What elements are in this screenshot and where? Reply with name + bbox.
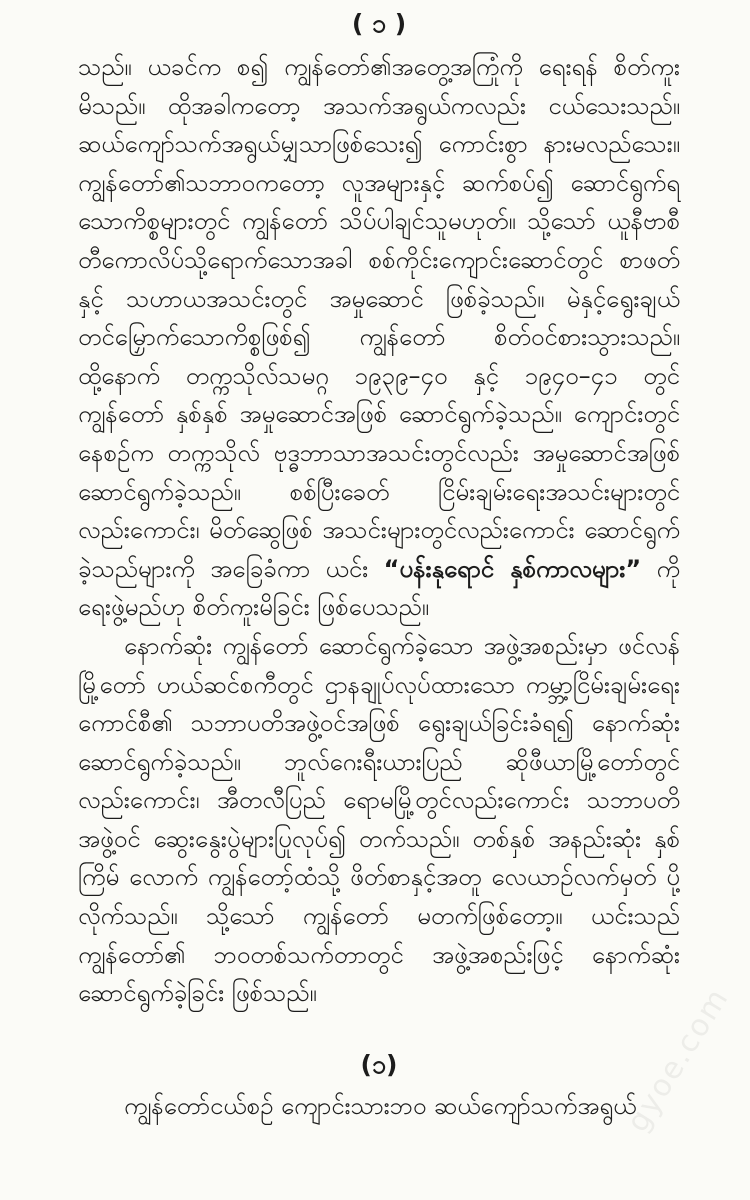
paragraph-1-text: သည်။ ယခင်က စ၍ ကျွန်တော်၏အတွေ့အကြုံကို ရေးရန် စိတ်ကူးမိသည်။ ထိုအခါကတော့ အသက်အရွယ်ကလည်း ငယ်သေးသည်။ ဆယ်ကျော်သက်အရွယ်မျှသာဖြစ်သေး၍ ကောင်းစွာ နားမလည်သေး။ ကျွန်တော်၏သဘာဝကတော့ လူအများနှင့် ဆက်စပ်၍ ဆောင်ရွက်ရသောကိစ္စများတွင် ကျွန်တော် သိပ်ပါချင်သူမဟုတ်။ သို့သော် ယူနီဗာစီတီကောလိပ်သို့ရောက်သောအခါ စစ်ကိုင်းကျောင်းဆောင်တွင် စာဖတ်နှင့် သဟာယအသင်းတွင် အမှုဆောင် ဖြစ်ခဲ့သည်။ မဲနှင့်ရွေးချယ်တင်မြှောက်သောကိစ္စဖြစ်၍ ကျွန်တော် စိတ်ဝင်စားသွားသည်။ ထို့နောက် တက္ကသိုလ်သမဂ္ဂ ၁၉၃၉–၄၀ နှင့် ၁၉၄၀–၄၁ တွင် ကျွန်တော် နှစ်နှစ် အမှုဆောင်အဖြစ် ဆောင်ရွက်ခဲ့သည်။ ကျောင်းတွင်နေစဉ်က တက္ကသိုလ် ဗုဒ္ဓဘာသာအသင်းတွင်လည်း အမှုဆောင်အဖြစ်ဆောင်ရွက်ခဲ့သည်။ စစ်ပြီးခေတ် ငြိမ်းချမ်းရေးအသင်းများတွင်လည်းကောင်း၊ မိတ်ဆွေဖြစ် အသင်းများတွင်လည်းကောင်း ဆောင်ရွက်ခဲ့သည်များကို အခြေခံကာ ယင်း <box>78 53 680 583</box>
paragraph-1 <box>78 48 680 627</box>
book-title-emphasis: “ပန်းနုရောင် နှစ်ကာလများ” <box>383 554 642 583</box>
paragraph-2: နောက်ဆုံး ကျွန်တော် ဆောင်ရွက်ခဲ့သော အဖွဲ့အစည်းမှာ ဖင်လန်မြို့တော် ဟယ်ဆင်စကီတွင် ဌာနချုပ်လုပ်ထားသော ကမ္ဘာ့ငြိမ်းချမ်းရေးကောင်စီ၏ သဘာပတိအဖွဲ့ဝင်အဖြစ် ရွေးချယ်ခြင်းခံရ၍ နောက်ဆုံး ဆောင်ရွက်ခဲ့သည်။ ဘူလ်ဂေးရီးယားပြည် ဆိုဖီယာမြို့တော်တွင်လည်းကောင်း၊ အီတလီပြည် ရောမမြို့တွင်လည်းကောင်း သဘာပတိအဖွဲ့ဝင် ဆွေးနွေးပွဲများပြုလုပ်၍ တက်သည်။ တစ်နှစ် အနည်းဆုံး နှစ်ကြိမ် လောက် ကျွန်တော့်ထံသို့ ဖိတ်စာနှင့်အတူ လေယာဉ်လက်မှတ် ပို့လိုက်သည်။ သို့သော် ကျွန်တော် မတက်ဖြစ်တော့။ ယင်းသည် ကျွန်တော်၏ ဘဝတစ်သက်တာတွင် အဖွဲ့အစည်းဖြင့် နောက်ဆုံး ဆောင်ရွက်ခဲ့ခြင်း ဖြစ်သည်။ <box>78 631 680 1008</box>
body-text <box>78 48 680 1013</box>
section-first-line: ကျွန်တော်ငယ်စဉ် ကျောင်းသားဘဝ ဆယ်ကျော်သက်အရွယ် <box>124 1091 637 1120</box>
page-number: ( ၁ ) <box>351 9 407 38</box>
paragraph-1-tail: ကို ရေးဖွဲ့မည်ဟု စိတ်ကူးမိခြင်း ဖြစ်ပေသည်။ <box>78 554 680 622</box>
watermark: gyoe.com <box>619 981 736 1139</box>
section-number: (၁) <box>360 1049 398 1079</box>
